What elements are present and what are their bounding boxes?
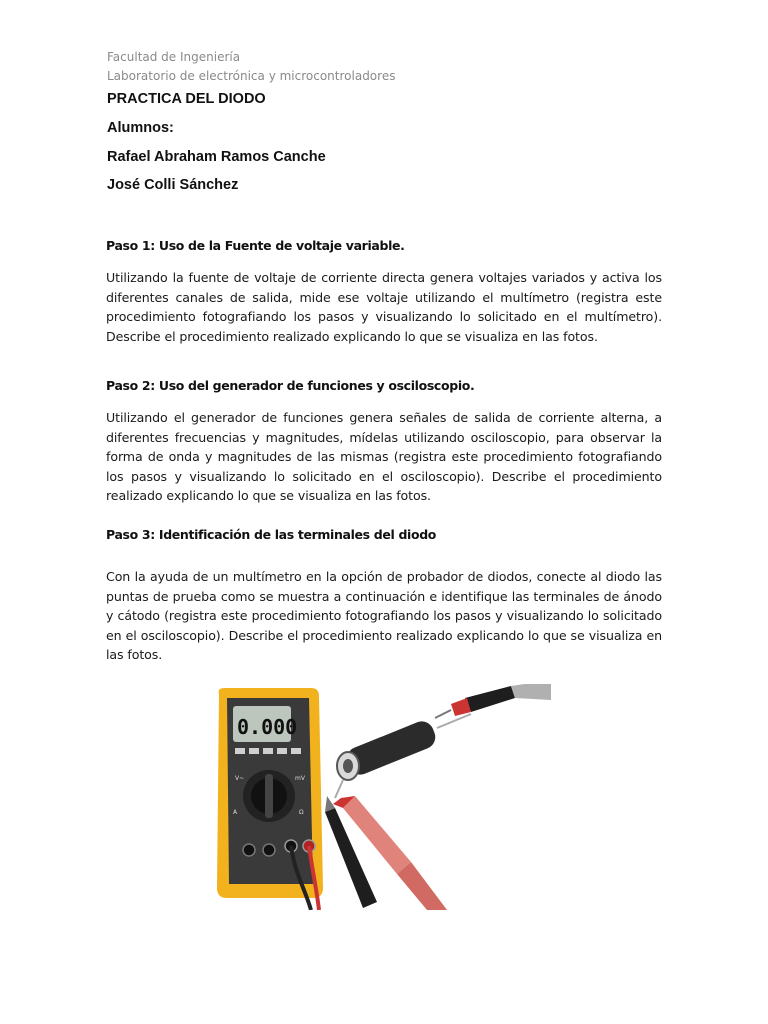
student-name: José Colli Sánchez [107, 177, 239, 193]
step-heading: Paso 2: Uso del generador de funciones y osciloscopio. [106, 378, 475, 393]
lab-header: Laboratorio de electrónica y microcontroladores [107, 69, 396, 83]
step-paragraph: Con la ayuda de un multímetro en la opción de probador de diodos, conecte al diodo las puntas de prueba como se muestra a continuación e identifique las terminales de ánodo y cátodo (registra este procedimiento fotografiando los pasos y visualizando lo solicitado en el osciloscopio). Describe el procedimiento realizado explicando lo que se visualiza en las fotos. [106, 569, 662, 663]
institution-header: Facultad de Ingeniería [107, 50, 241, 64]
step-paragraph: Utilizando la fuente de voltaje de corriente directa genera voltajes variados y activa los diferentes canales de salida, mide ese voltaje utilizando el multímetro (registra este procedimiento fotografiando los pasos y visualizando lo solicitado en el multímetro). Describe el procedimiento realizado explicando lo que se visualiza en las fotos. [106, 270, 662, 344]
svg-text:mV: mV [295, 775, 305, 782]
step-heading: Paso 3: Identificación de las terminales del diodo [106, 527, 437, 542]
svg-text:Ω: Ω [299, 809, 304, 816]
step-paragraph: Utilizando el generador de funciones genera señales de salida de corriente alterna, a diferentes frecuencias y magnitudes, mídelas utilizando osciloscopio, para observar la forma de onda y magnitudes de las mismas (registra este procedimiento fotografiando los pasos y visualizando lo solicitado en el osciloscopio). Describe el procedimiento realizado explicando lo que se visualiza en las fotos. [106, 410, 662, 504]
multimeter-diode-photo [215, 684, 551, 910]
multimeter-icon [217, 688, 323, 898]
student-name: Rafael Abraham Ramos Canche [107, 149, 326, 165]
practice-title: PRACTICA DEL DIODO [107, 91, 266, 107]
step-heading: Paso 1: Uso de la Fuente de voltaje variable. [106, 238, 405, 253]
svg-text:A: A [233, 809, 238, 816]
display-reading: 0.000 [237, 715, 298, 739]
students-label: Alumnos: [107, 120, 174, 136]
svg-text:V~: V~ [235, 775, 245, 782]
